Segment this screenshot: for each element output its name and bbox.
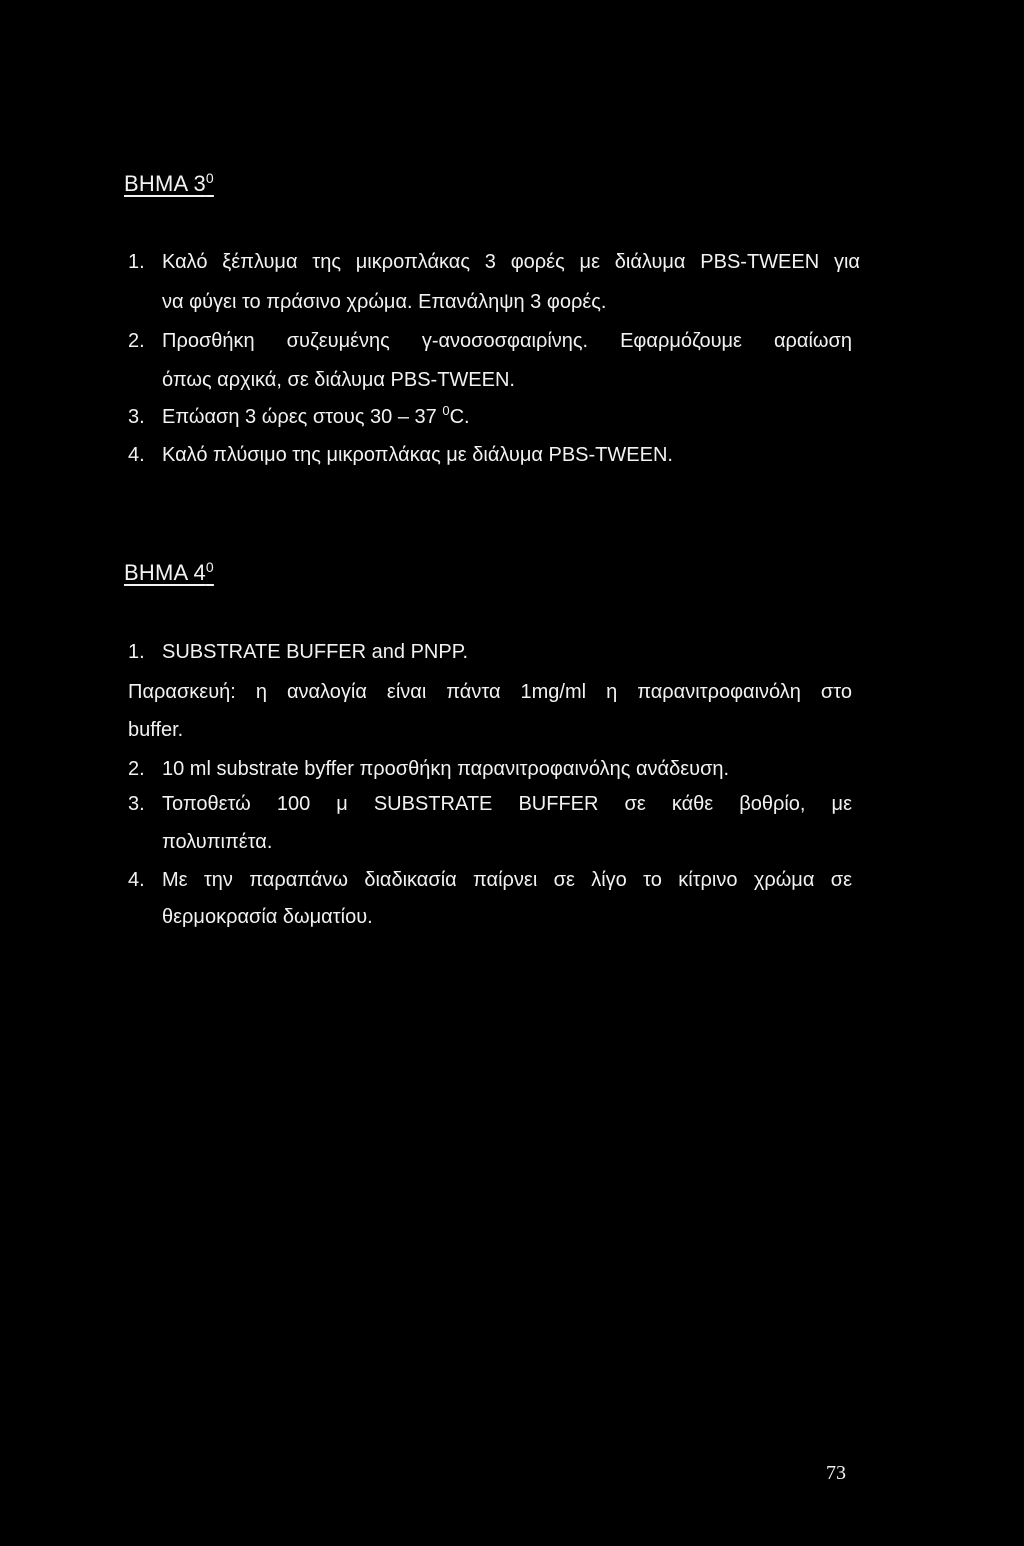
step-3-item-3-unit: C. — [449, 406, 470, 428]
step-4-item-4-line-2: θερμοκρασία δωματίου. — [162, 906, 373, 928]
step-4-item-3-line-1: Τοποθετώ 100 μ SUBSTRATE BUFFER σε κάθε βοθρίο, με — [162, 793, 852, 815]
degree-sup: 0 — [442, 403, 450, 418]
step-3-item-3-number: 3. — [128, 406, 145, 428]
step-3-item-4-line-1: Καλό πλύσιμο της μικροπλάκας με διάλυμα PBS-TWEEN. — [162, 444, 673, 466]
step-4-item-1-number: 1. — [128, 641, 145, 663]
step-4-heading-sup: 0 — [205, 559, 214, 575]
step-4-item-4-number: 4. — [128, 869, 145, 891]
preparation-line-2: buffer. — [128, 719, 184, 741]
step-3-item-2-line-1: Προσθήκη συζευμένης γ-ανοσοσφαιρίνης. Εφαρμόζουμε αραίωση — [162, 330, 852, 352]
step-3-item-1-line-2: να φύγει το πράσινο χρώμα. Επανάληψη 3 φορές. — [162, 291, 607, 313]
page-number: 73 — [826, 1462, 846, 1484]
step-3-heading — [124, 171, 214, 197]
step-4-item-3-line-2: πολυπιπέτα. — [162, 831, 273, 853]
step-4-item-1-line-1: SUBSTRATE BUFFER and PNPP. — [162, 641, 469, 663]
step-4-heading — [124, 560, 214, 586]
step-3-heading-text: ΒΗΜΑ 3 — [124, 171, 206, 196]
step-4-item-4-line-1: Με την παραπάνω διαδικασία παίρνει σε λίγο το κίτρινο χρώμα σε — [162, 869, 852, 891]
step-3-item-1-line-1: Καλό ξέπλυμα της μικροπλάκας 3 φορές με διάλυμα PBS-TWEEN για — [162, 251, 860, 273]
step-3-item-4-number: 4. — [128, 444, 145, 466]
step-4-item-2-number: 2. — [128, 758, 145, 780]
step-4-heading-text: ΒΗΜΑ 4 — [124, 560, 206, 585]
preparation-line-1: Παρασκευή: η αναλογία είναι πάντα 1mg/ml η παρανιτροφαινόλη στο — [128, 681, 852, 703]
step-3-item-3-text: Επώαση 3 ώρες στους 30 – 37 — [162, 406, 443, 428]
step-3-item-1-number: 1. — [128, 251, 145, 273]
step-3-item-2-number: 2. — [128, 330, 145, 352]
step-3-item-2-line-2: όπως αρχικά, σε διάλυμα PBS-TWEEN. — [162, 369, 515, 391]
step-3-item-3-line-1 — [162, 405, 470, 429]
step-4-item-2-line-1: 10 ml substrate byffer προσθήκη παρανιτροφαινόλης ανάδευση. — [162, 758, 730, 780]
step-3-heading-sup: 0 — [205, 170, 214, 186]
step-4-item-3-number: 3. — [128, 793, 145, 815]
